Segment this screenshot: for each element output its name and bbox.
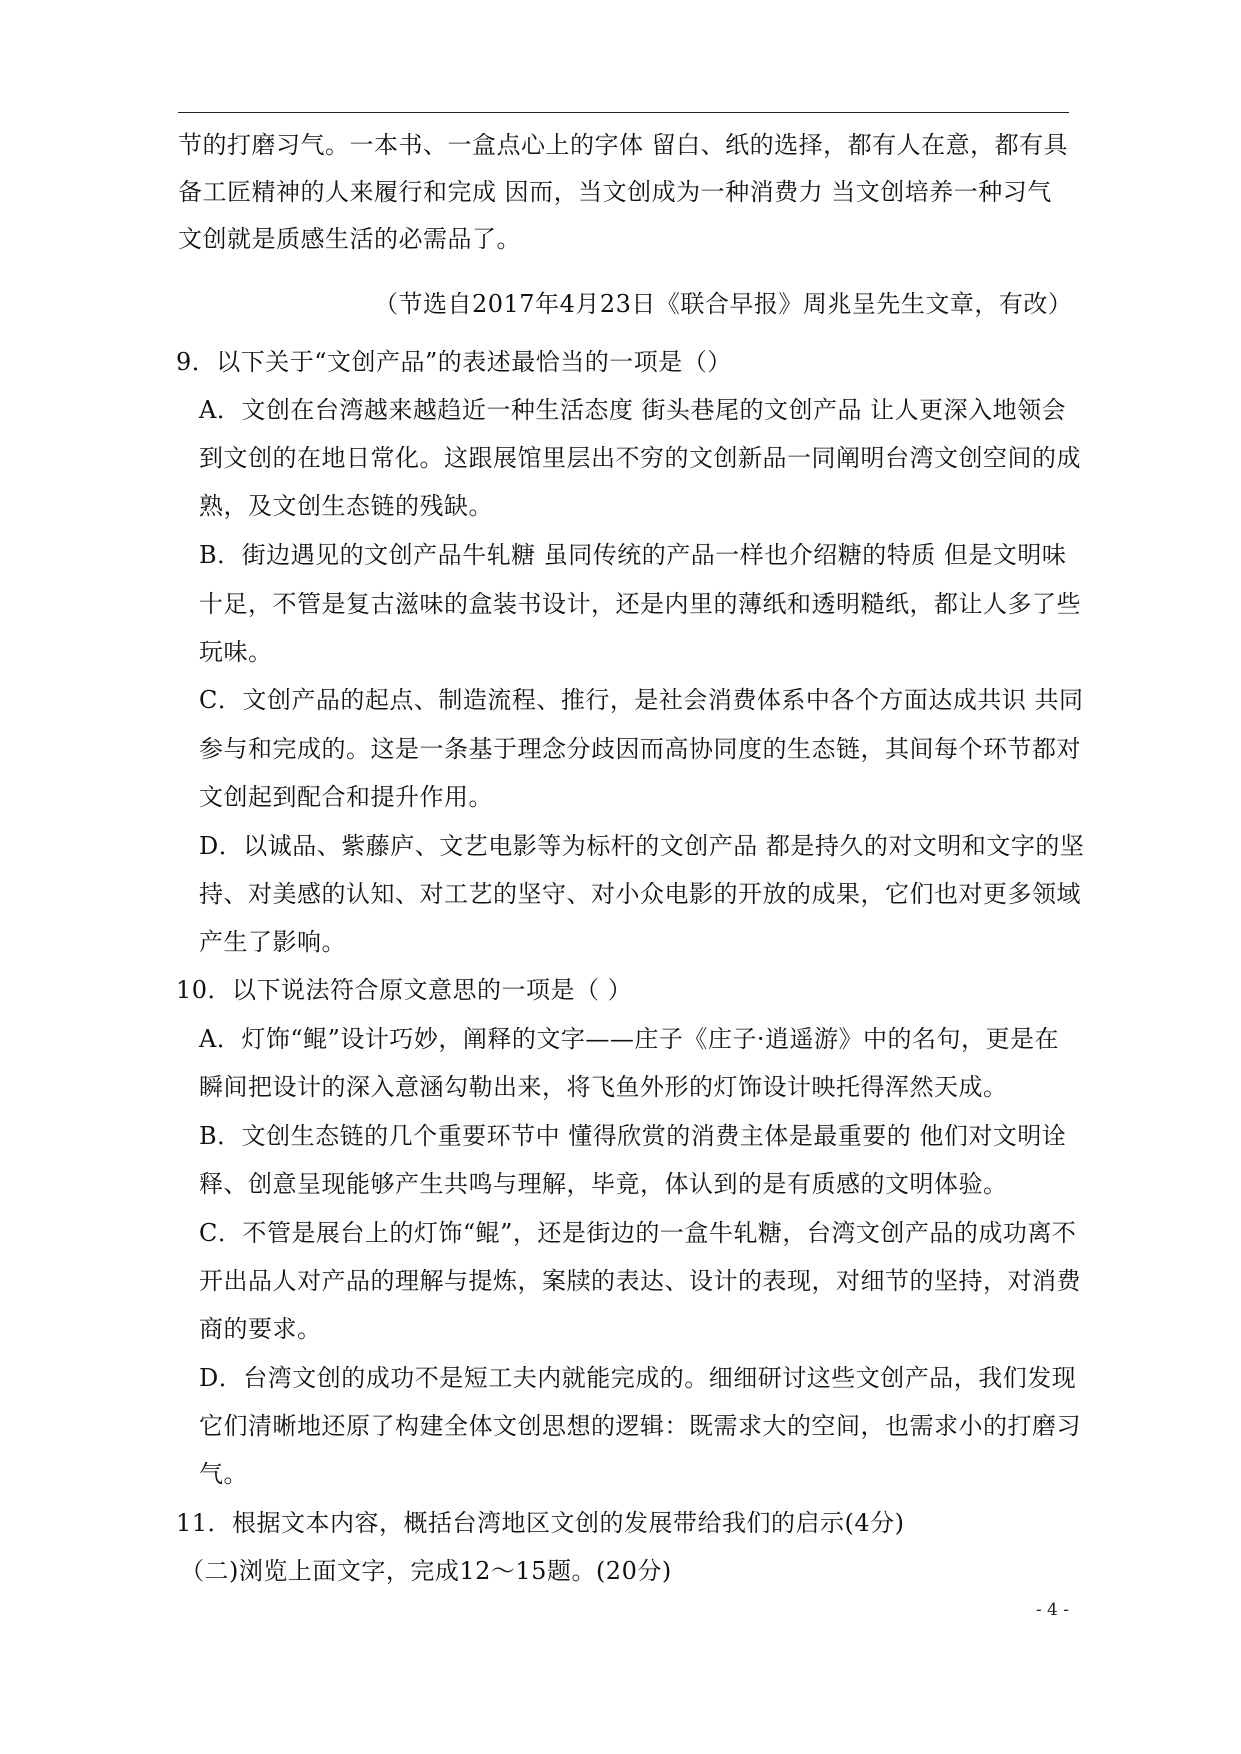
question-9-option-d: 持、对美感的认知、对工艺的坚守、对小众电影的开放的成果，它们也对更多领域 <box>199 880 1081 908</box>
passage-line: 节的打磨习气。一本书、一盒点心上的字体 留白、纸的选择，都有人在意，都有具 <box>178 131 1069 159</box>
question-9-option-b: B．街边遇见的文创产品牛轧糖 虽同传统的产品一样也介绍糖的特质 但是文明味 <box>199 541 1067 569</box>
passage-line: 备工匠精神的人来履行和完成 因而，当文创成为一种消费力 当文创培养一种习气 <box>178 178 1052 206</box>
question-10-option-c: C．不管是展台上的灯饰“鲲”，还是街边的一盒牛轧糖，台湾文创产品的成功离不 <box>199 1219 1077 1247</box>
question-10-option-a: A．灯饰“鲲”设计巧妙，阐释的文字——庄子《庄子·逍遥游》中的名句，更是在 <box>199 1025 1059 1053</box>
question-9-option-c: 文创起到配合和提升作用。 <box>199 783 493 811</box>
question-10-option-a: 瞬间把设计的深入意涵勾勒出来，将飞鱼外形的灯饰设计映托得浑然天成。 <box>199 1073 1008 1101</box>
question-9-option-c: 参与和完成的。这是一条基于理念分歧因而高协同度的生态链，其间每个环节都对 <box>199 735 1081 763</box>
section-heading: （二)浏览上面文字，完成12～15题。(20分) <box>180 1557 672 1585</box>
question-10-stem: 10．以下说法符合原文意思的一项是（ ） <box>176 976 633 1004</box>
question-10-option-d: 它们清晰地还原了构建全体文创思想的逻辑：既需求大的空间，也需求小的打磨习 <box>199 1412 1081 1440</box>
question-10-option-b: B．文创生态链的几个重要环节中 懂得欣赏的消费主体是最重要的 他们对文明诠 <box>199 1122 1067 1150</box>
question-9-option-c: C．文创产品的起点、制造流程、推行，是社会消费体系中各个方面达成共识 共同 <box>199 686 1084 714</box>
question-9-option-d: 产生了影响。 <box>199 928 346 956</box>
page-number: - 4 - <box>1035 1600 1069 1620</box>
question-10-option-c: 开出品人对产品的理解与提炼，案牍的表达、设计的表现，对细节的坚持，对消费 <box>199 1267 1081 1295</box>
question-9-option-a: 熟，及文创生态链的残缺。 <box>199 492 493 520</box>
question-9-option-b: 玩味。 <box>199 638 273 666</box>
header-rule <box>178 112 1069 113</box>
question-10-option-d: D．台湾文创的成功不是短工夫内就能完成的。细细研讨这些文创产品，我们发现 <box>199 1364 1077 1392</box>
question-9-option-a: A．文创在台湾越来越趋近一种生活态度 街头巷尾的文创产品 让人更深入地领会 <box>199 396 1067 424</box>
question-9-option-b: 十足，不管是复古滋味的盒装书设计，还是内里的薄纸和透明糙纸，都让人多了些 <box>199 590 1081 618</box>
question-9-option-d: D．以诚品、紫藤庐、文艺电影等为标杆的文创产品 都是持久的对文明和文字的坚 <box>199 832 1085 860</box>
question-11-stem: 11．根据文本内容，概括台湾地区文创的发展带给我们的启示(4分) <box>176 1509 905 1537</box>
question-10-option-b: 释、创意呈现能够产生共鸣与理解，毕竟，体认到的是有质感的文明体验。 <box>199 1170 1008 1198</box>
question-9-stem: 9．以下关于“文创产品”的表述最恰当的一项是（） <box>176 348 732 376</box>
question-9-option-a: 到文创的在地日常化。这跟展馆里层出不穷的文创新品一同阐明台湾文创空间的成 <box>199 444 1081 472</box>
passage-line: 文创就是质感生活的必需品了。 <box>178 225 521 253</box>
question-10-option-d: 气。 <box>199 1460 248 1488</box>
question-10-option-c: 商的要求。 <box>199 1315 322 1343</box>
passage-source: （节选自2017年4月23日《联合早报》周兆呈先生文章，有改） <box>374 290 1073 318</box>
